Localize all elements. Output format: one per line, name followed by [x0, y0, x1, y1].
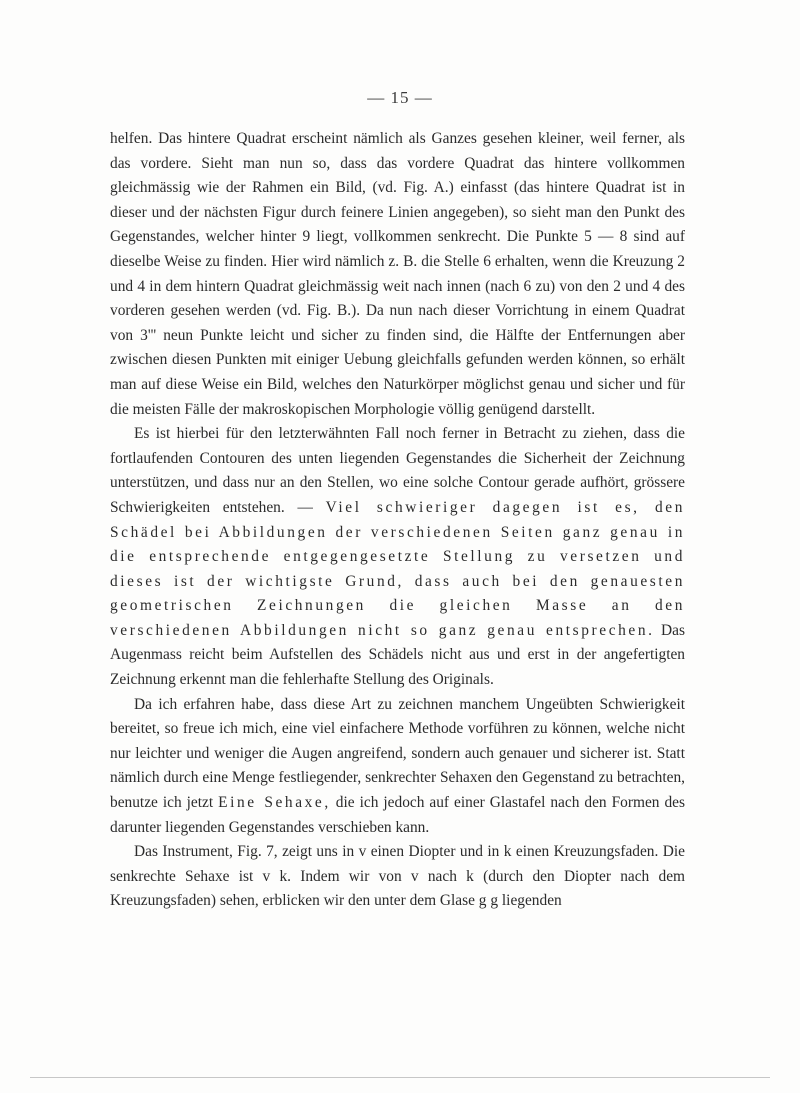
paragraph-3-text-start: Da ich erfahren habe, dass diese Art zu zeichnen manchem Ungeübten Schwierigkeit bereitet, so freue ich mich, eine viel einfachere Methode vorführen zu können, welche nicht nur leichter und weniger die Augen angreifend, sondern auch genauer und sicherer ist. Statt nämlich durch eine Menge festliegender, senkrechter Sehaxen den Gegenstand zu betrachten, benutze ich jetzt — [110, 695, 685, 812]
body-text — [110, 127, 685, 914]
paragraph-2-emphasis: Viel schwieriger dagegen ist es, den Schädel bei Abbildungen der verschiedenen Seiten ganz genau in die entsprechende entgegengesetzte Stellung zu versetzen und dieses ist der wichtigste Grund, dass auch bei den genauesten geometrischen Zeichnungen die gleichen Masse an den verschiedenen Abbildungen nicht so ganz genau entsprechen. — [110, 498, 685, 639]
page-number: — 15 — — [367, 88, 433, 107]
page-bottom-edge — [30, 1077, 770, 1078]
paragraph-3-text-end: die ich jedoch auf einer Glastafel nach den Formen des darunter liegenden Gegenstandes verschieben kann. — [110, 794, 685, 836]
paragraph-4-text: Das Instrument, Fig. 7, zeigt uns in v einen Diopter und in k einen Kreuzungsfaden. Die senkrechte Sehaxe ist v k. Indem wir von v nach k (durch den Diopter nach dem Kreuzungsfaden) sehen, erblicken wir den unter dem Glase g g liegenden — [110, 843, 685, 910]
paragraph-2-text-end: Das Augenmass reicht beim Aufstellen des Schädels nicht aus und erst in der angefertigten Zeichnung erkennt man die fehlerhafte Stellung des Originals. — [110, 621, 685, 689]
paragraph-1-text: helfen. Das hintere Quadrat erscheint nämlich als Ganzes gesehen kleiner, weil ferner, als das vordere. Sieht man nun so, dass das vordere Quadrat das hintere vollkommen gleichmässig wie der Rahmen ein Bild, (vd. Fig. A.) einfasst (das hintere Quadrat ist in dieser und der nächsten Figur durch feinere Linien angegeben), so sieht man den Punkt des Gegenstandes, welcher hinter 9 liegt, vollkommen senkrecht. Die Punkte 5 — 8 sind auf dieselbe Weise zu finden. Hier wird nämlich z. B. die Stelle 6 erhalten, wenn die Kreuzung 2 und 4 in dem hintern Quadrat gleichmässig weit nach innen (nach 6 zu) von den 2 und 4 des vorderen gesehen werden (vd. Fig. B.). Da nun nach dieser Vorrichtung in einem Quadrat von 3''' neun Punkte leicht und sicher zu finden sind, die Hälfte der Entfernungen aber zwischen diesen Punkten mit einiger Uebung gleichfalls gefunden werden können, so erhält man auf diese Weise ein Bild, welches den Naturkörper möglichst genau und sicher und für die meisten Fälle der makroskopischen Morphologie völlig genügend darstellt. — [110, 130, 685, 418]
paragraph-3-emphasis: Eine Sehaxe, — [218, 794, 331, 812]
paragraph-3 — [110, 693, 685, 841]
paragraph-4 — [110, 840, 685, 914]
paragraph-1 — [110, 127, 685, 422]
paragraph-2-text-start: Es ist hierbei für den letzterwähnten Fall noch ferner in Betracht zu ziehen, dass die fortlaufenden Contouren des unten liegenden Gegenstandes die Sicherheit der Zeichnung unterstützen, und dass nur an den Stellen, wo eine solche Contour gerade aufhört, grössere Schwierigkeiten entstehen. — — [110, 425, 685, 516]
paragraph-2 — [110, 422, 685, 693]
